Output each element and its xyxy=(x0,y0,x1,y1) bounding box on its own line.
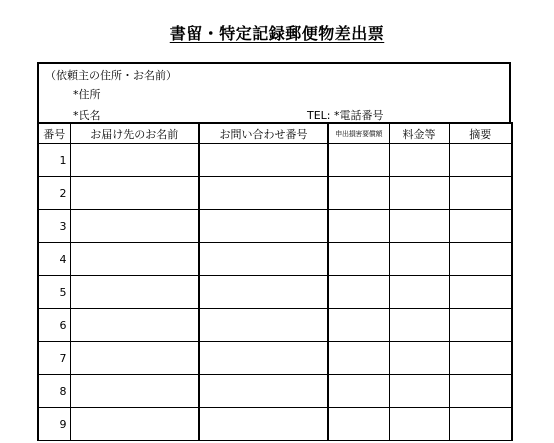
col-header-number: 番号 xyxy=(38,123,70,144)
recipient-name-cell[interactable] xyxy=(70,309,199,342)
row-number: 1 xyxy=(38,144,70,177)
notes-cell[interactable] xyxy=(449,375,512,408)
col-header-notes: 摘要 xyxy=(449,123,512,144)
sender-info-box xyxy=(37,62,511,124)
declared-amount-cell[interactable] xyxy=(328,144,389,177)
table-row xyxy=(38,210,512,243)
recipient-name-cell[interactable] xyxy=(70,375,199,408)
col-header-tracking-number: お問い合わせ番号 xyxy=(199,123,328,144)
notes-cell[interactable] xyxy=(449,408,512,441)
fee-cell[interactable] xyxy=(389,375,449,408)
tracking-number-cell[interactable] xyxy=(199,210,328,243)
table-row xyxy=(38,309,512,342)
table-row xyxy=(38,177,512,210)
table-row xyxy=(38,375,512,408)
row-number: 2 xyxy=(38,177,70,210)
address-label: *住所 xyxy=(73,88,101,101)
declared-amount-cell[interactable] xyxy=(328,309,389,342)
fee-cell[interactable] xyxy=(389,243,449,276)
row-number: 9 xyxy=(38,408,70,441)
fee-cell[interactable] xyxy=(389,177,449,210)
fee-cell[interactable] xyxy=(389,342,449,375)
table-row xyxy=(38,276,512,309)
name-label: *氏名 xyxy=(73,109,101,122)
sender-heading: （依頼主の住所・お名前） xyxy=(45,69,177,82)
notes-cell[interactable] xyxy=(449,144,512,177)
declared-amount-cell[interactable] xyxy=(328,375,389,408)
row-number: 4 xyxy=(38,243,70,276)
table-row xyxy=(38,408,512,441)
declared-amount-cell[interactable] xyxy=(328,342,389,375)
fee-cell[interactable] xyxy=(389,309,449,342)
row-number: 6 xyxy=(38,309,70,342)
tracking-number-cell[interactable] xyxy=(199,342,328,375)
notes-cell[interactable] xyxy=(449,177,512,210)
notes-cell[interactable] xyxy=(449,309,512,342)
row-number: 5 xyxy=(38,276,70,309)
tracking-number-cell[interactable] xyxy=(199,375,328,408)
form-title-text: 書留・特定記録郵便物差出票 xyxy=(169,24,385,43)
fee-cell[interactable] xyxy=(389,210,449,243)
recipient-name-cell[interactable] xyxy=(70,144,199,177)
notes-cell[interactable] xyxy=(449,243,512,276)
table-row xyxy=(38,144,512,177)
table-header-row xyxy=(38,123,512,144)
tracking-number-cell[interactable] xyxy=(199,177,328,210)
declared-amount-cell[interactable] xyxy=(328,243,389,276)
fee-cell[interactable] xyxy=(389,408,449,441)
recipient-name-cell[interactable] xyxy=(70,210,199,243)
col-header-recipient-name: お届け先のお名前 xyxy=(70,123,199,144)
tracking-number-cell[interactable] xyxy=(199,276,328,309)
recipient-name-cell[interactable] xyxy=(70,243,199,276)
tracking-number-cell[interactable] xyxy=(199,144,328,177)
declared-amount-cell[interactable] xyxy=(328,210,389,243)
notes-cell[interactable] xyxy=(449,210,512,243)
declared-amount-cell[interactable] xyxy=(328,177,389,210)
recipient-name-cell[interactable] xyxy=(70,177,199,210)
declared-amount-cell[interactable] xyxy=(328,276,389,309)
row-number: 3 xyxy=(38,210,70,243)
recipient-name-cell[interactable] xyxy=(70,408,199,441)
tracking-number-cell[interactable] xyxy=(199,309,328,342)
table-row xyxy=(38,243,512,276)
notes-cell[interactable] xyxy=(449,276,512,309)
fee-cell[interactable] xyxy=(389,144,449,177)
row-number: 7 xyxy=(38,342,70,375)
items-table xyxy=(37,122,513,441)
fee-cell[interactable] xyxy=(389,276,449,309)
recipient-name-cell[interactable] xyxy=(70,342,199,375)
row-number: 8 xyxy=(38,375,70,408)
col-header-declared-damage-amount: 申出損害要償額 xyxy=(328,123,389,144)
tel-label: TEL: *電話番号 xyxy=(307,109,384,122)
declared-amount-cell[interactable] xyxy=(328,408,389,441)
col-header-fee: 料金等 xyxy=(389,123,449,144)
notes-cell[interactable] xyxy=(449,342,512,375)
tracking-number-cell[interactable] xyxy=(199,243,328,276)
form-title xyxy=(0,21,554,44)
recipient-name-cell[interactable] xyxy=(70,276,199,309)
tracking-number-cell[interactable] xyxy=(199,408,328,441)
table-row xyxy=(38,342,512,375)
